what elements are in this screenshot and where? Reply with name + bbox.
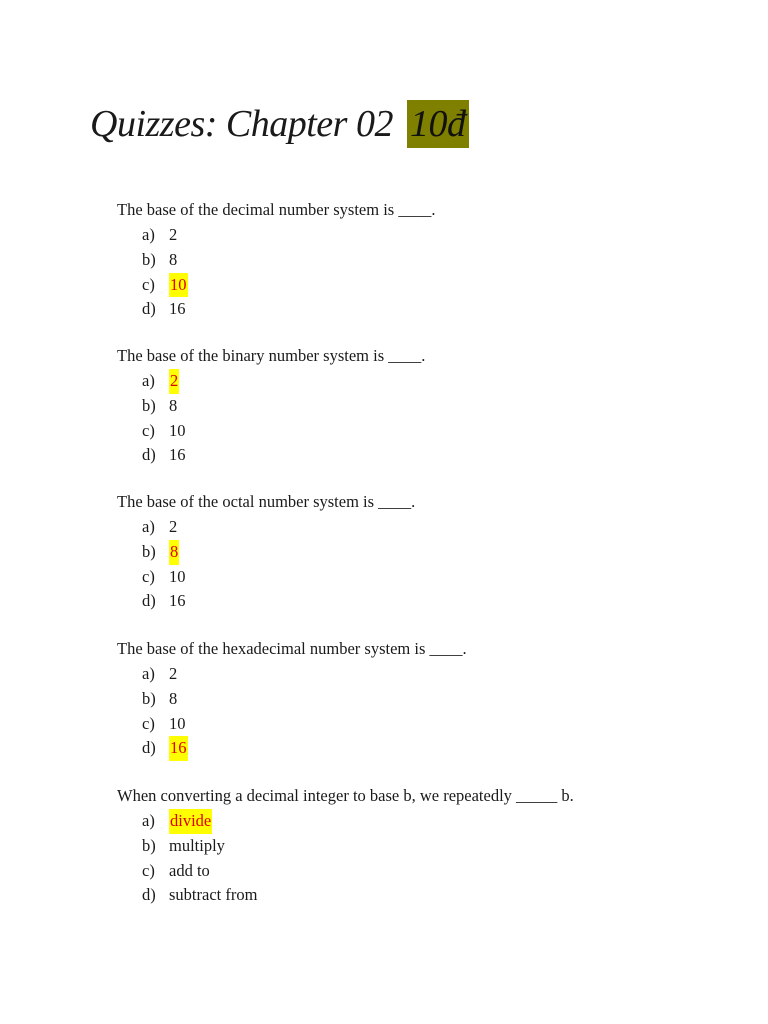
option-letter: c)	[142, 420, 155, 440]
option-letter: a)	[142, 371, 155, 390]
question-stem: The base of the binary number system is ____.	[117, 346, 426, 365]
answer-option	[117, 687, 737, 712]
option-list	[117, 515, 737, 614]
answer-option	[117, 223, 737, 248]
correct-answer-text: 8	[169, 540, 179, 565]
question-stem: When converting a decimal integer to base b, we repeatedly _____ b.	[117, 786, 574, 805]
option-text: add to	[169, 860, 210, 880]
option-text: 2	[169, 517, 178, 536]
option-letter: a)	[142, 811, 155, 830]
option-text: 10	[169, 566, 186, 586]
question-block	[117, 345, 737, 468]
option-text: 16	[169, 445, 186, 465]
answer-option	[117, 589, 737, 614]
option-text: 10	[169, 420, 186, 440]
correct-answer-text: divide	[169, 809, 212, 834]
answer-option	[117, 273, 737, 298]
option-letter: b)	[142, 688, 156, 708]
option-text: 8	[169, 395, 178, 415]
option-letter: a)	[142, 664, 155, 683]
option-letter: d)	[142, 738, 156, 758]
question-stem: The base of the octal number system is ____.	[117, 492, 416, 511]
answer-option	[117, 565, 737, 590]
answer-option	[117, 809, 737, 834]
answer-option	[117, 859, 737, 884]
answer-option	[117, 736, 737, 761]
answer-option	[117, 712, 737, 737]
option-letter: c)	[142, 274, 155, 294]
option-letter: d)	[142, 885, 156, 905]
title-text: Quizzes: Chapter 02	[90, 103, 393, 145]
answer-option	[117, 248, 737, 273]
option-letter: a)	[142, 517, 155, 536]
option-text: subtract from	[169, 885, 258, 905]
answer-option	[117, 369, 737, 394]
option-letter: a)	[142, 225, 155, 244]
answer-option	[117, 662, 737, 687]
answer-option	[117, 419, 737, 444]
question-block	[117, 199, 737, 322]
option-text: 16	[169, 299, 186, 319]
score-badge: 10đ	[407, 100, 470, 148]
answer-option	[117, 443, 737, 468]
answer-option	[117, 834, 737, 859]
option-list	[117, 662, 737, 761]
question-block	[117, 491, 737, 614]
answer-option	[117, 515, 737, 540]
answer-option	[117, 297, 737, 322]
option-letter: b)	[142, 249, 156, 269]
option-letter: b)	[142, 395, 156, 415]
question-stem: The base of the decimal number system is ____.	[117, 200, 436, 219]
option-letter: c)	[142, 860, 155, 880]
option-letter: b)	[142, 835, 156, 855]
option-letter: d)	[142, 445, 156, 465]
correct-answer-text: 16	[169, 736, 188, 761]
question-block	[117, 785, 737, 908]
question-block	[117, 638, 737, 761]
option-list	[117, 809, 737, 908]
option-letter: c)	[142, 566, 155, 586]
option-text: multiply	[169, 835, 225, 855]
correct-answer-text: 10	[169, 273, 188, 298]
option-list	[117, 369, 737, 468]
page-title	[90, 98, 469, 150]
option-text: 2	[169, 225, 178, 244]
option-letter: c)	[142, 713, 155, 733]
correct-answer-text: 2	[169, 369, 179, 394]
option-letter: d)	[142, 299, 156, 319]
option-text: 10	[169, 713, 186, 733]
option-text: 8	[169, 688, 178, 708]
answer-option	[117, 540, 737, 565]
option-letter: d)	[142, 591, 156, 611]
option-text: 2	[169, 664, 178, 683]
question-stem: The base of the hexadecimal number system is ____.	[117, 639, 467, 658]
answer-option	[117, 394, 737, 419]
answer-option	[117, 883, 737, 908]
option-text: 16	[169, 591, 186, 611]
option-letter: b)	[142, 541, 156, 561]
option-list	[117, 223, 737, 322]
option-text: 8	[169, 249, 178, 269]
